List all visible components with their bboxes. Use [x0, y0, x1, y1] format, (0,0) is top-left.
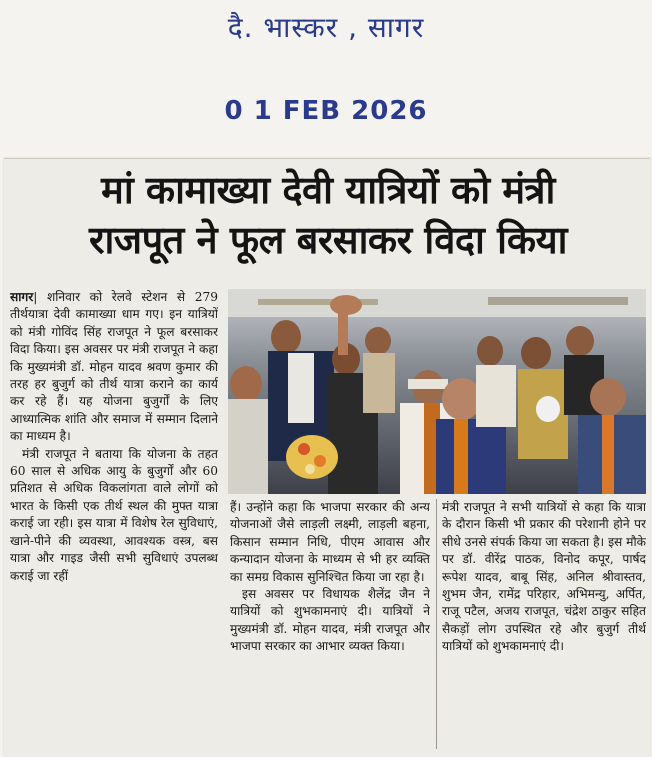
dateline: सागर [10, 290, 34, 304]
crowd-photo-illustration [228, 289, 646, 494]
article-paragraph: मंत्री राजपूत ने बताया कि योजना के तहत 60 साल से अधिक आयु के बुजुर्गों और 60 प्रतिशत से अधिक विकलांगता वाले लोगों को भारत के किसी एक तीर्थ स्थल की मुफ्त यात्रा कराई जा रही। इस यात्रा में विशेष रेल सुविधाएं, खाने-पीने की व्यवस्था, आवश्यक वस्त्र, बस यात्रा और गाइड जैसी सभी सुविधाएं उपलब्ध कराई जा रहीं [10, 446, 218, 583]
article-column-3 [442, 499, 646, 753]
handwritten-paper-name: दै. भास्कर , सागर [227, 11, 425, 44]
headline-line-2: राजपूत ने फूल बरसाकर विदा किया [88, 218, 568, 262]
column-divider [436, 499, 437, 749]
headline [10, 165, 646, 265]
news-photo [228, 289, 646, 494]
article-paragraph: सागर| शनिवार को रेलवे स्टेशन से 279 तीर्थयात्रा देवी कामाख्या धाम गए। इन यात्रियों को मंत्री गोविंद सिंह राजपूत ने फूल बरसाकर विदा किया। इस अवसर पर मंत्री राजपूत ने कहा कि मुख्यमंत्री डॉ. मोहन यादव श्रवण कुमार की तरह हर बुजुर्ग को तीर्थ यात्रा कराने का कार्य कर रहे हैं। यह योजना बुजुर्गों के लिए आध्यात्मिक शांति और समाज में सम्मान दिलाने का माध्यम है। [10, 290, 218, 444]
article-paragraph: इस अवसर पर विधायक शैलेंद्र जैन ने यात्रियों को शुभकामनाएं दी। यात्रियों ने मुख्यमंत्री डॉ. मोहन यादव, मंत्री राजपूत और भाजपा सरकार का आभार व्यक्त किया। [230, 587, 430, 654]
paragraph-text: शनिवार को रेलवे स्टेशन से 279 तीर्थयात्रा देवी कामाख्या धाम गए। इन यात्रियों को मंत्री गोविंद सिंह राजपूत ने फूल बरसाकर विदा किया। इस अवसर पर मंत्री राजपूत ने कहा कि मुख्यमंत्री डॉ. मोहन यादव श्रवण कुमार की तरह हर बुजुर्ग को तीर्थ यात्रा कराने का कार्य कर रहे हैं। यह योजना बुजुर्गों के लिए आध्यात्मिक शांति और समाज में सम्मान दिलाने का माध्यम है। [10, 290, 218, 444]
newspaper-clipping [4, 158, 650, 756]
article-column-1 [10, 289, 218, 753]
article-paragraph: हैं। उन्होंने कहा कि भाजपा सरकार की अन्य योजनाओं जैसे लाड़ली लक्ष्मी, लाड़ली बहना, किसान सम्मान निधि, पीएम आवास और कन्यादान योजना के माध्यम से भी हर व्यक्ति का समग्र विकास सुनिश्चित किया जा रहा है। [230, 500, 430, 584]
article-column-2 [230, 499, 430, 753]
article-paragraph: मंत्री राजपूत ने सभी यात्रियों से कहा कि यात्रा के दौरान किसी भी प्रकार की परेशानी होने पर सीधे उनसे संपर्क किया जा सकता है। इस मौके पर डॉ. वीरेंद्र पाठक, विनोद कपूर, पार्षद रूपेश यादव, बाबू सिंह, अनिल श्रीवास्तव, शुभम जैन, रामेंद्र परिहार, अभिमन्यु, अर्पित, राजू पटैल, अजय राजपूत, चंद्रेश ठाकुर सहित सैकड़ों लोग उपस्थित रहे और बुजुर्ग तीर्थ यात्रियों को शुभकामनाएं दी। [442, 500, 646, 654]
headline-line-1: मां कामाख्या देवी यात्रियों को मंत्री [101, 168, 555, 212]
handwritten-date: 0 1 FEB 2026 [224, 96, 428, 126]
